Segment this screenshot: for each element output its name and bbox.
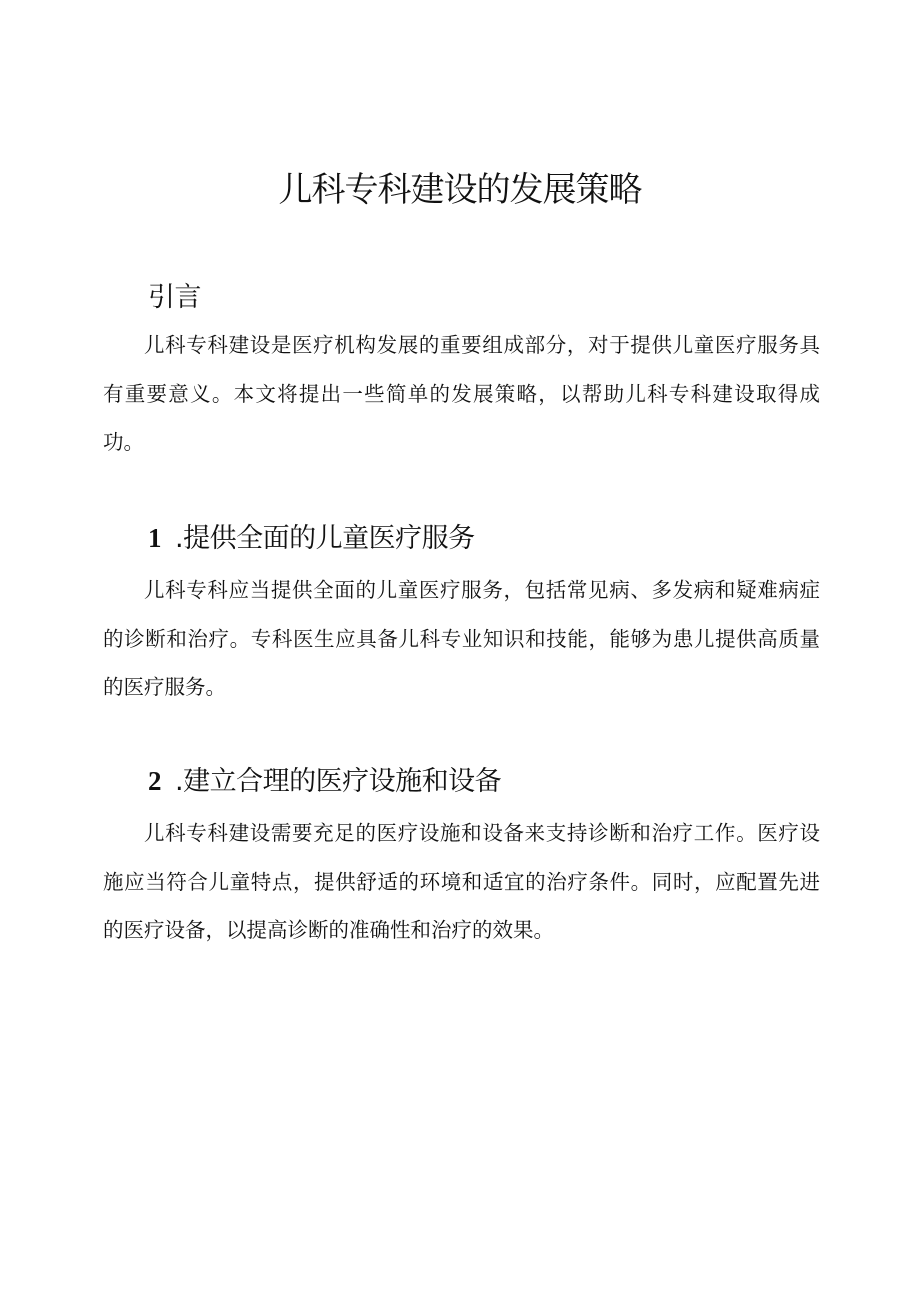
section-heading-text: .提供全面的儿童医疗服务 bbox=[175, 523, 475, 554]
section-paragraph-introduction: 儿科专科建设是医疗机构发展的重要组成部分，对于提供儿童医疗服务具有重要意义。本文将提出一些简单的发展策略，以帮助儿科专科建设取得成功。 bbox=[103, 333, 820, 454]
section-number: 1 bbox=[148, 523, 161, 553]
section-heading-text: 引言 bbox=[148, 282, 201, 313]
section-heading-text: .建立合理的医疗设施和设备 bbox=[175, 766, 502, 797]
section-paragraph-facilities-equipment: 儿科专科建设需要充足的医疗设施和设备来支持诊断和治疗工作。医疗设施应当符合儿童特点，提供舒适的环境和适宜的治疗条件。同时，应配置先进的医疗设备，以提高诊断的准确性和治疗的效果。 bbox=[103, 821, 820, 942]
section-heading-comprehensive-services bbox=[148, 522, 475, 555]
section-number: 2 bbox=[148, 766, 161, 796]
document-title: 儿科专科建设的发展策略 bbox=[278, 170, 642, 210]
section-heading-facilities-equipment bbox=[148, 765, 501, 798]
section-heading-introduction bbox=[148, 282, 201, 314]
section-paragraph-comprehensive-services: 儿科专科应当提供全面的儿童医疗服务，包括常见病、多发病和疑难病症的诊断和治疗。专科医生应具备儿科专业知识和技能，能够为患儿提供高质量的医疗服务。 bbox=[103, 578, 820, 699]
